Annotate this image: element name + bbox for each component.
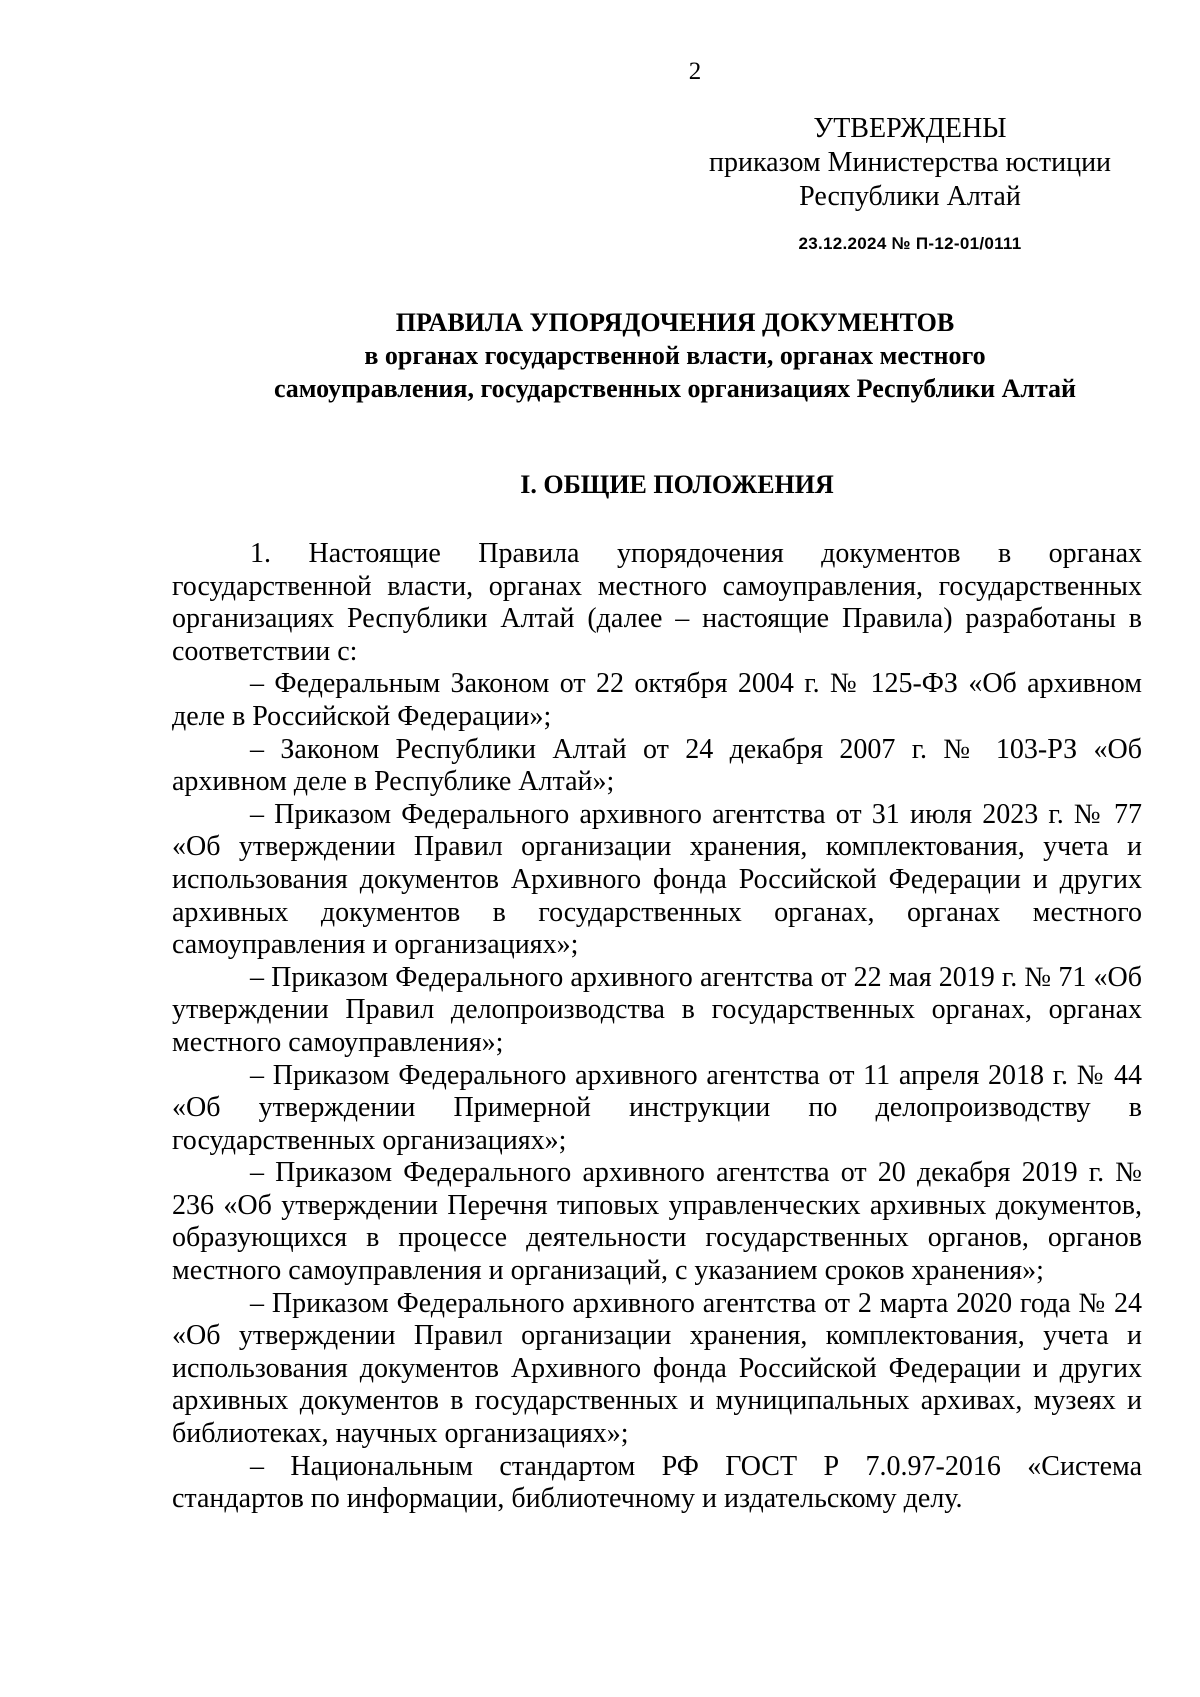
legal-basis-item-1: – Федеральным Законом от 22 октября 2004 г. № 125-ФЗ «Об архивном деле в Российской Федерации»;	[172, 668, 1142, 732]
legal-basis-item-4: – Приказом Федерального архивного агентства от 22 мая 2019 г. № 71 «Об утверждении Правил делопроизводства в государственных органах, органах местного самоуправления»;	[172, 961, 1142, 1058]
document-title	[150, 306, 1200, 405]
legal-basis-item-6: – Приказом Федерального архивного агентства от 20 декабря 2019 г. № 236 «Об утверждении Перечня типовых управленческих архивных документов, образующихся в процессе деятельности государственных органов, органов местного самоуправления и организаций, с указанием сроков хранения»;	[172, 1157, 1142, 1287]
approval-issuer-line: приказом Министерства юстиции	[708, 147, 1112, 178]
legal-basis-item-5: – Приказом Федерального архивного агентства от 11 апреля 2018 г. № 44 «Об утверждении Примерной инструкции по делопроизводству в государственных организациях»;	[172, 1059, 1142, 1156]
page-number: 2	[688, 58, 702, 85]
approval-region-line: Республики Алтай	[799, 181, 1021, 212]
document-body	[172, 538, 1142, 1516]
legal-basis-item-8: – Национальным стандартом РФ ГОСТ Р 7.0.97-2016 «Система стандартов по информации, библиотечному и издательскому делу.	[172, 1450, 1142, 1515]
legal-basis-item-2: – Законом Республики Алтай от 24 декабря 2007 г. № 103-РЗ «Об архивном деле в Республике Алтай»;	[172, 733, 1142, 798]
approval-stamp-title: УТВЕРЖДЕНЫ	[813, 113, 1007, 144]
document-title-line-1: ПРАВИЛА УПОРЯДОЧЕНИЯ ДОКУМЕНТОВ	[395, 308, 955, 337]
order-reference: 23.12.2024 № П-12-01/0111	[798, 234, 1022, 253]
document-title-line-2: в органах государственной власти, органах местного	[364, 341, 986, 370]
document-title-line-3: самоуправления, государственных организациях Республики Алтай	[273, 374, 1077, 403]
section-heading: I. ОБЩИЕ ПОЛОЖЕНИЯ	[520, 470, 834, 499]
intro-paragraph: 1. Настоящие Правила упорядочения документов в органах государственной власти, органах местного самоуправления, государственных организациях Республики Алтай (далее – настоящие Правила) разработаны в соответствии с:	[172, 538, 1142, 667]
legal-basis-item-3: – Приказом Федерального архивного агентства от 31 июля 2023 г. № 77 «Об утверждении Правил организации хранения, комплектования, учета и использования документов Архивного фонда Российской Федерации и других архивных документов в государственных органах, органах местного самоуправления и организациях»;	[172, 798, 1142, 961]
approval-block	[700, 112, 1120, 214]
legal-basis-item-7: – Приказом Федерального архивного агентства от 2 марта 2020 года № 24 «Об утверждении Правил организации хранения, комплектования, учета и использования документов Архивного фонда Российской Федерации и других архивных документов в государственных и муниципальных архивах, музеях и библиотеках, научных организациях»;	[172, 1287, 1142, 1450]
